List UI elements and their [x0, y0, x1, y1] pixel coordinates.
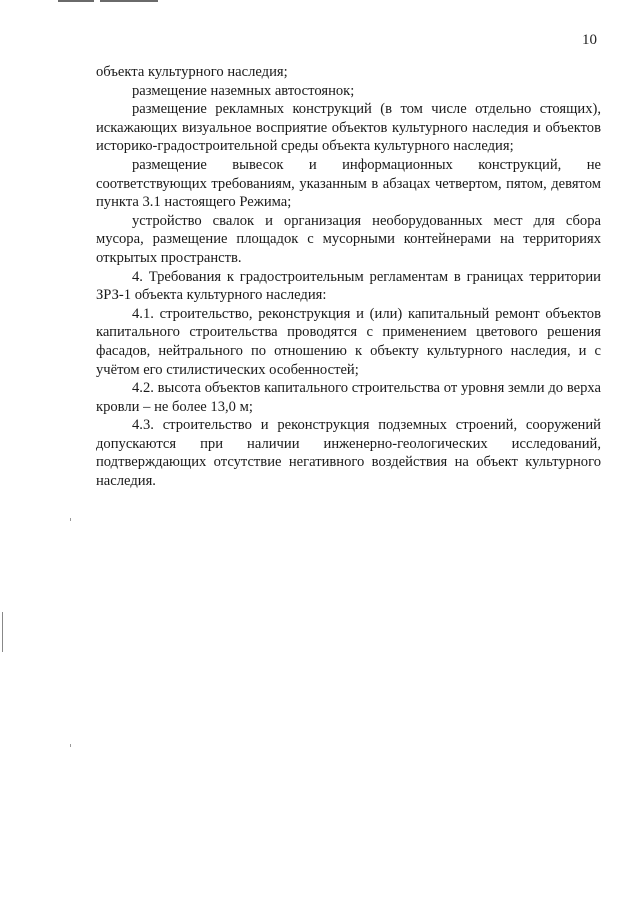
paragraph: 4.3. строительство и реконструкция подземных строений, сооружений допускаются при наличии инженерно-геологических исследований,	[96, 417, 601, 452]
paragraph: 4.1. строительство, реконструкция и (или) капитальный ремонт объектов капитального строительства проводятся с применением цветового решения фасадов, нейтрального по отношению к объекту культурного наследия, и с учётом его стилистических особенностей;	[96, 305, 601, 378]
scan-speck	[70, 744, 71, 747]
page-number: 10	[582, 32, 597, 48]
paragraph: размещение наземных автостоянок;	[132, 82, 355, 99]
paragraph: подтверждающих отсутствие негативного воздействия на объект культурного наследия.	[96, 454, 601, 490]
paragraph: размещение рекламных конструкций (в том числе отдельно стоящих), искажающих визуальное восприятие объектов культурного наследия и объектов историко-градостроительной среды объекта культурного наследия;	[96, 101, 601, 155]
paragraph: размещение вывесок и информационных конструкций, не соответствующих требованиям, указанным в абзацах четвертом, пятом, девятом пункта 3.1 настоящего Режима;	[96, 156, 601, 211]
scan-speck	[70, 518, 71, 521]
paragraph: объекта культурного наследия;	[96, 64, 288, 80]
scan-edge-mark	[2, 612, 3, 652]
document-body	[96, 63, 601, 491]
scan-edge-mark	[100, 0, 158, 2]
scan-edge-mark	[58, 0, 94, 2]
paragraph: устройство свалок и организация необорудованных мест для сбора мусора, размещение площадок с мусорными контейнерами на территориях открытых пространств.	[96, 212, 601, 266]
paragraph: 4. Требования к градостроительным регламентам в границах территории ЗРЗ-1 объекта культурного наследия:	[96, 268, 601, 304]
paragraph: 4.2. высота объектов капитального строительства от уровня земли до верха кровли – не более 13,0 м;	[96, 380, 601, 415]
